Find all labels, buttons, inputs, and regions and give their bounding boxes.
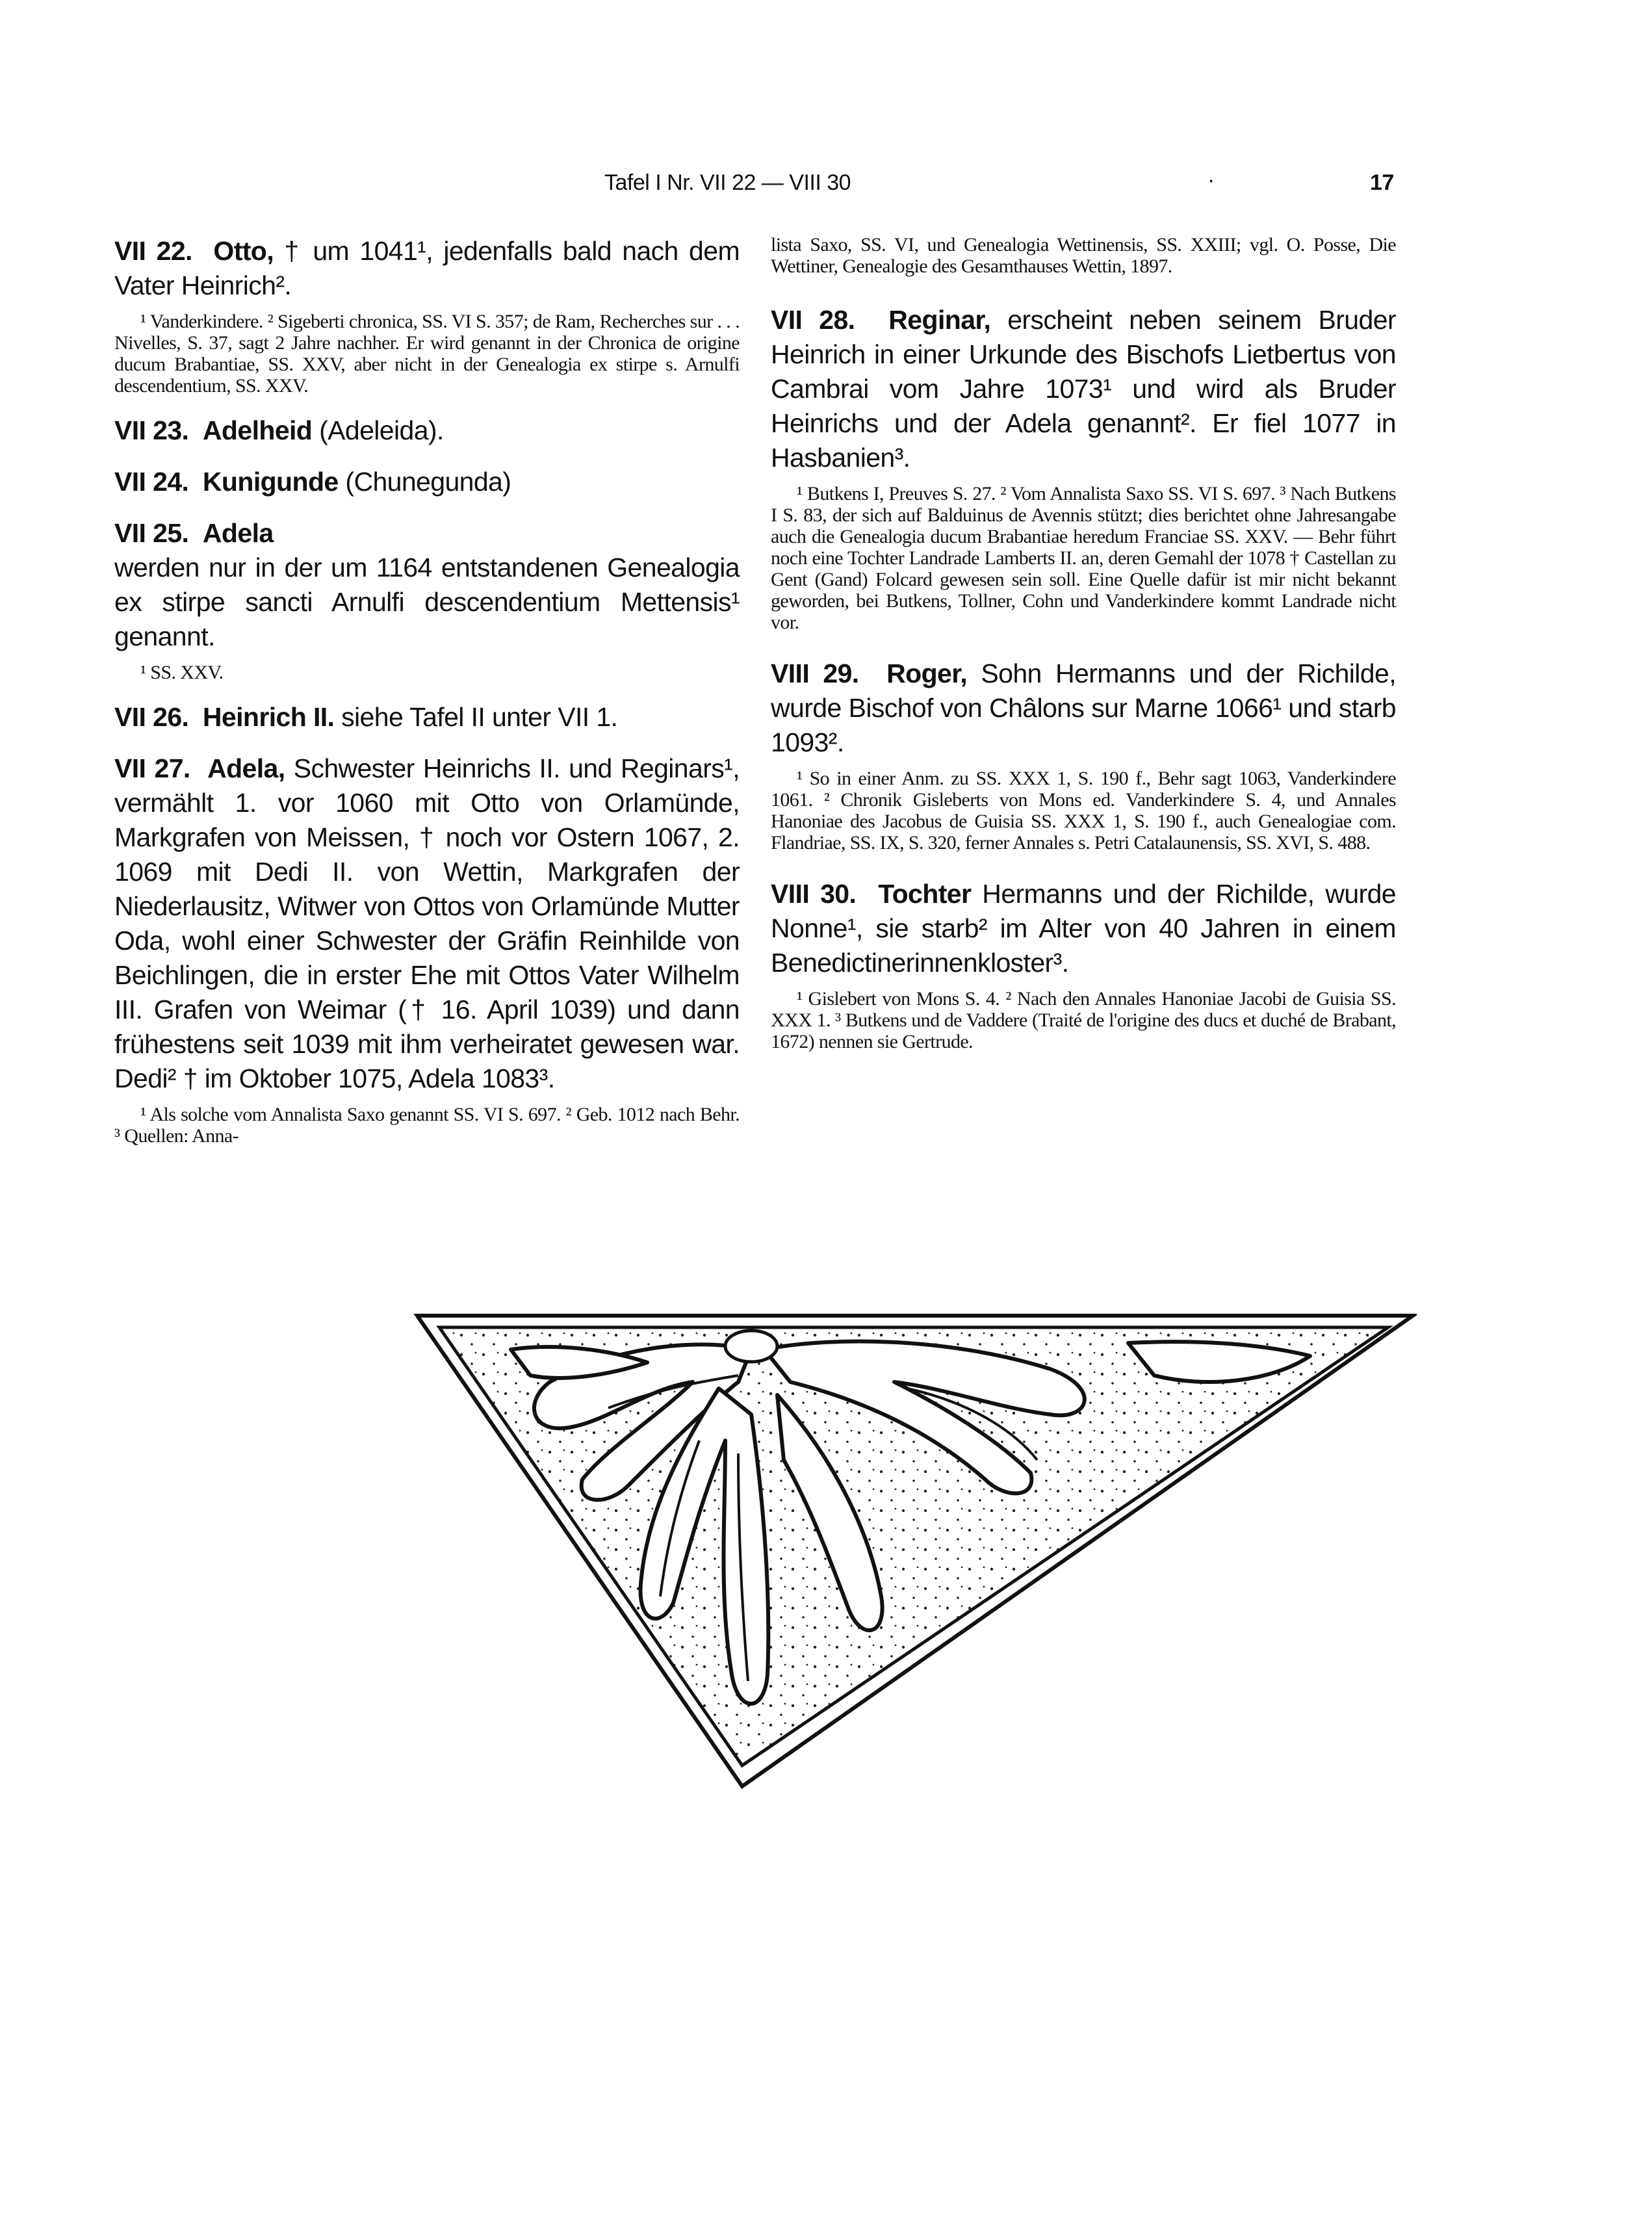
entry-vii-27: [114, 751, 740, 1147]
entry-viii-29: [771, 657, 1396, 853]
entry-number: VIII 30.: [771, 879, 857, 909]
footnote: ¹ Als solche vom Annalista Saxo genannt SS. VI S. 697. ² Geb. 1012 nach Behr. ³ Quellen: Anna-: [114, 1104, 740, 1147]
footnote: ¹ Vanderkindere. ² Sigeberti chronica, SS. VI S. 357; de Ram, Recherches sur . . . Nivelles, S. 37, sagt 2 Jahre nachher. Er wird genannt in der Chronica de origine ducum Brabantiae, SS. XXV, aber nicht in der Genealogia ex stirpe s. Arnulfi descendentium, SS. XXV.: [114, 311, 740, 397]
header-dot: ·: [1207, 168, 1215, 192]
entry-text: † um 1041¹, jedenfalls bald nach dem Vater Heinrich².: [114, 236, 740, 300]
entry-text: Hermanns und der Richilde, wurde Nonne¹, sie starb² im Alter von 40 Jahren in einem Benedictinerinnenkloster³.: [771, 879, 1397, 978]
footnote: ¹ So in einer Anm. zu SS. XXX 1, S. 190 f., Behr sagt 1063, Vanderkindere 1061. ² Chronik Gisleberts von Mons ed. Vanderkindere S. 4, und Annales Hanoniae des Jacobus de Guisia SS. XXX 1, S. 190 f., auch Genealogiae com. Flandriae, SS. IX, S. 320, ferner Annales s. Petri Catalaunensis, SS. XVI, S. 488.: [771, 768, 1396, 853]
entry-name: Otto,: [213, 236, 274, 266]
entry-text: (Chunegunda): [345, 467, 511, 497]
entry-name: Heinrich II.: [202, 702, 335, 732]
entry-number: VII 26.: [114, 702, 189, 732]
entry-vii-25: [114, 516, 740, 683]
entry-text: siehe Tafel II unter VII 1.: [341, 702, 618, 732]
entry-vii-22: [114, 234, 740, 397]
entry-name: Tochter: [878, 879, 972, 909]
entry-text: erscheint neben seinem Bruder Heinrich in einer Urkunde des Bischofs Lietbertus von Cambrai vom Jahre 1073¹ und wird als Bruder Heinrichs und der Adela genannt². Er fiel 1077 in Hasbanien³.: [771, 305, 1396, 473]
triangle-leaf-ornament-icon: [413, 1310, 1417, 1791]
footnote: ¹ Butkens I, Preuves S. 27. ² Vom Annalista Saxo SS. VI S. 697. ³ Nach Butkens I S. 83, der sich auf Balduinus de Avennis stützt; dies berichtet ohne Jahresangabe auch die Genealogia ducum Brabantiae heredum Franciae SS. XXV. — Behr führt noch eine Tochter Landrade Lamberts II. an, deren Gemahl der 1078 † Castellan zu Gent (Gand) Folcard gewesen sein soll. Eine Quelle dafür ist mir nicht bekannt geworden, bei Butkens, Tollner, Cohn und Vanderkindere kommt Landrade nicht vor.: [771, 483, 1396, 633]
entry-number: VIII 29.: [771, 658, 859, 688]
entry-name: Adelheid: [202, 415, 313, 445]
right-column: [771, 234, 1396, 1052]
entry-name: Adela: [202, 518, 274, 548]
entry-name: Kunigunde: [202, 467, 339, 497]
left-column: [114, 234, 740, 1147]
entry-text: werden nur in der um 1164 entstandenen Genealogia ex stirpe sancti Arnulfi descendentium Mettensis¹ genannt.: [114, 553, 740, 651]
entry-name: Adela,: [207, 753, 285, 783]
entry-number: VII 24.: [114, 467, 189, 497]
entry-name: Roger,: [886, 658, 968, 688]
page-number: 17: [1370, 170, 1394, 195]
footnote: ¹ Gislebert von Mons S. 4. ² Nach den Annales Hanoniae Jacobi de Guisia SS. XXX 1. ³ Butkens und de Vaddere (Traité de l'origine des ducs et duché de Brabant, 1672) nennen sie Gertrude.: [771, 988, 1396, 1052]
entry-text: Sohn Hermanns und der Richilde, wurde Bischof von Châlons sur Marne 1066¹ und starb 1093².: [771, 658, 1396, 757]
entry-number: VII 28.: [771, 305, 855, 335]
footnote-continuation: lista Saxo, SS. VI, und Genealogia Wettinensis, SS. XXIII; vgl. O. Posse, Die Wettiner, Genealogie des Gesamthauses Wettin, 1897.: [771, 234, 1396, 277]
entry-text: (Adeleida).: [319, 415, 444, 445]
entry-number: VII 27.: [114, 753, 190, 783]
running-header: Tafel I Nr. VII 22 — VIII 30: [604, 170, 851, 195]
entry-number: VII 25.: [114, 518, 189, 548]
entry-vii-24: [114, 465, 740, 499]
entry-vii-26: [114, 700, 740, 735]
entry-number: VII 22.: [114, 236, 192, 266]
entry-vii-23: [114, 413, 740, 448]
footnote: ¹ SS. XXV.: [140, 662, 224, 683]
entry-viii-30: [771, 877, 1396, 1052]
entry-name: Reginar,: [888, 305, 991, 335]
entry-text: Schwester Heinrichs II. und Reginars¹, vermählt 1. vor 1060 mit Otto von Orlamünde, Markgrafen von Meissen, † noch vor Ostern 1067, 2. 1069 mit Dedi II. von Wettin, Markgrafen der Niederlausitz, Witwer von Ottos von Orlamünde Mutter Oda, wohl einer Schwester der Gräfin Reinhilde von Beichlingen, die in erster Ehe mit Ottos Vater Wilhelm III. Grafen von Weimar († 16. April 1039) und dann frühestens seit 1039 mit ihm verheiratet gewesen war. Dedi² † im Oktober 1075, Adela 1083³.: [114, 753, 740, 1093]
entry-number: VII 23.: [114, 415, 189, 445]
entry-vii-28: [771, 303, 1396, 633]
